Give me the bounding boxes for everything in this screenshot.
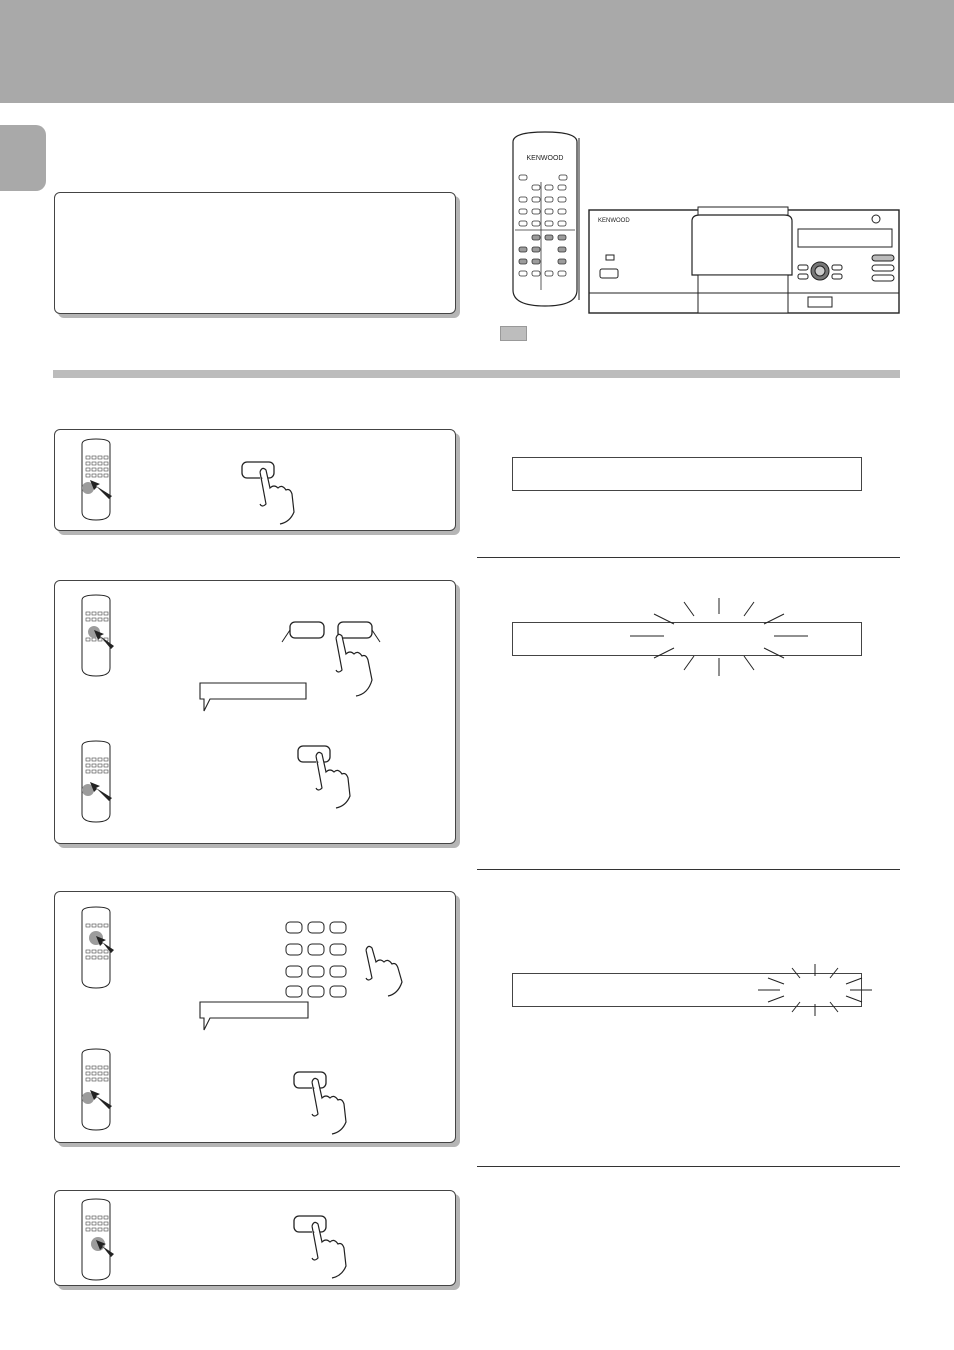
remote-control-icon (78, 594, 114, 678)
step-rule-1 (477, 557, 900, 558)
display-panel-1 (512, 457, 862, 491)
pressing-hand-icon (292, 1214, 362, 1280)
section-divider (53, 370, 900, 378)
speech-bubble (198, 681, 310, 715)
remote-control-icon (78, 438, 114, 522)
remote-control-icon (78, 1048, 114, 1132)
pressing-hand-icon (292, 1070, 362, 1136)
speech-bubble (198, 1000, 312, 1034)
step-rule-3 (477, 1166, 900, 1167)
cd-player-front-panel-icon (588, 205, 902, 315)
number-keypad-icon (284, 920, 414, 1000)
deck-logo: KENWOOD (598, 218, 630, 224)
section-tab (0, 125, 46, 191)
remote-control-icon (78, 740, 114, 824)
pressing-hand-icon (240, 460, 310, 526)
step-rule-2 (477, 869, 900, 870)
highlight-legend-chip (500, 326, 527, 341)
remote-control-icon (505, 130, 585, 310)
remote-control-icon (78, 1198, 114, 1282)
remote-control-icon (78, 906, 114, 990)
pressing-hand-icon (296, 744, 366, 810)
remote-logo: KENWOOD (526, 155, 564, 162)
header-band (0, 0, 954, 103)
blinking-display-icon (754, 962, 876, 1018)
intro-note-box (54, 192, 456, 314)
blinking-display-icon (624, 596, 814, 678)
step-4-box (54, 1190, 456, 1286)
